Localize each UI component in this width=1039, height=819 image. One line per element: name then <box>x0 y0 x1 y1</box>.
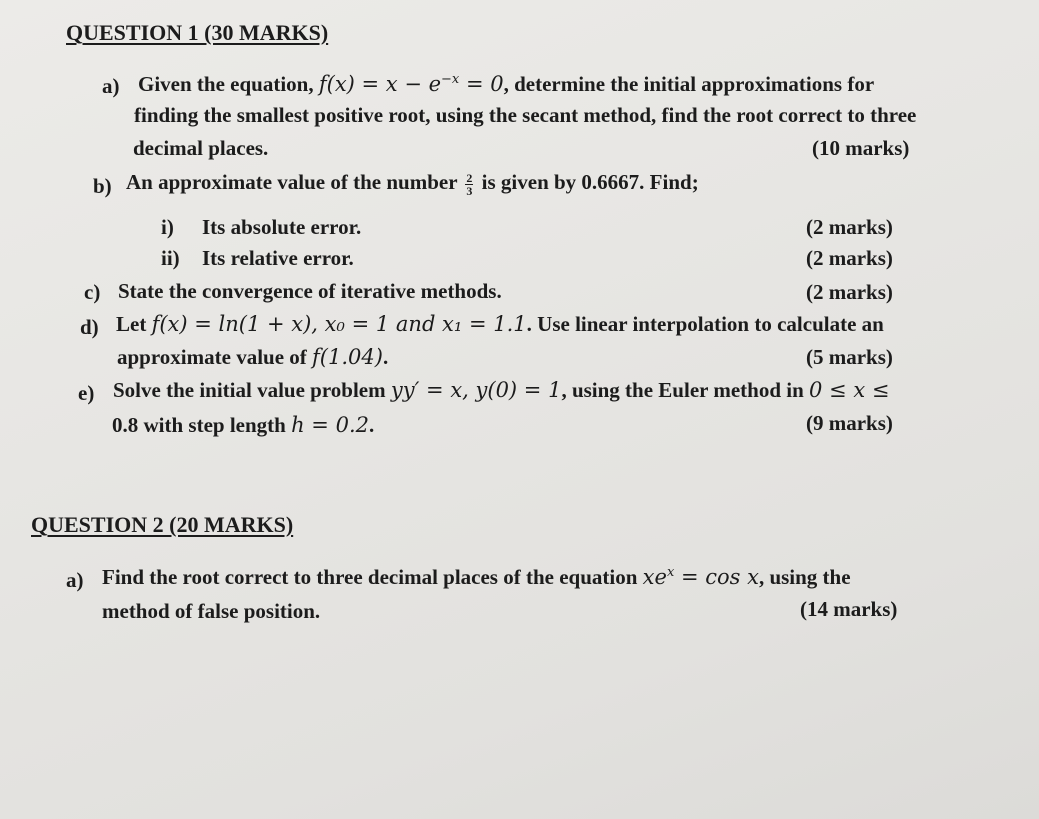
text: approximate value of <box>117 345 313 369</box>
question-1d-line2 <box>117 345 388 370</box>
text: Find the root correct to three decimal places of the equation <box>102 565 643 589</box>
item-text: State the convergence of iterative methods. <box>118 279 502 303</box>
marks: (2 marks) <box>806 280 893 304</box>
equation: $f(x) = x - e^{-x} = 0$ <box>318 72 504 96</box>
subitem-text: Its absolute error. <box>202 215 362 239</box>
question-1a-line1 <box>138 72 874 97</box>
item-label: c) <box>84 280 101 304</box>
question-2-heading: QUESTION 2 (20 MARKS) <box>31 512 294 537</box>
text: , using the Euler method in <box>561 378 810 402</box>
question-1a-line2: finding the smallest positive root, using the secant method, find the root correct to three <box>134 103 917 127</box>
text: . <box>382 345 389 369</box>
text: Given the equation, <box>138 72 319 96</box>
text: . Use linear interpolation to calculate an <box>526 312 884 336</box>
question-1a-line3: decimal places. <box>133 136 269 160</box>
equation: f(1.04) <box>312 345 383 369</box>
marks: (2 marks) <box>806 215 893 239</box>
text: An approximate value of the number <box>126 170 463 194</box>
question-1e-line2 <box>112 413 374 438</box>
question-2a-line1 <box>102 565 851 590</box>
text: Solve the initial value problem <box>113 378 391 402</box>
item-label: d) <box>80 315 99 339</box>
equation: f(x) = ln(1 + x), x₀ = 1 and x₁ = 1.1 <box>151 312 527 336</box>
equation: h = 0.2 <box>291 413 369 437</box>
question-1b-stem <box>126 170 699 197</box>
marks: (14 marks) <box>800 597 898 621</box>
text: . <box>368 413 375 437</box>
question-1-heading: QUESTION 1 (30 MARKS) <box>66 20 329 45</box>
marks: (10 marks) <box>812 136 910 160</box>
text: Let <box>116 312 152 336</box>
subitem-text: Its relative error. <box>202 246 354 270</box>
item-label: b) <box>93 174 112 198</box>
marks: (9 marks) <box>806 411 893 435</box>
equation: $xe^x = \cos x$ <box>642 565 759 589</box>
item-label: e) <box>78 381 95 405</box>
subitem-label: i) <box>161 215 174 239</box>
item-label: a) <box>102 74 120 98</box>
text: , using the <box>758 565 851 589</box>
equation: yy′ = x, y(0) = 1 <box>390 378 562 402</box>
marks: (5 marks) <box>806 345 893 369</box>
fraction: $\frac{2}{3}$ <box>466 170 473 198</box>
question-1e-line1 <box>113 378 889 403</box>
marks: (2 marks) <box>806 246 893 270</box>
item-label: a) <box>66 568 84 592</box>
question-1d-line1 <box>116 312 884 337</box>
question-2a-line2: method of false position. <box>102 599 321 623</box>
text: 0.8 with step length <box>112 413 292 437</box>
text: , determine the initial approximations for <box>503 72 875 96</box>
text: is given by 0.6667. Find; <box>476 170 699 194</box>
subitem-label: ii) <box>161 246 180 270</box>
inequality: 0 ≤ x ≤ <box>809 378 890 402</box>
